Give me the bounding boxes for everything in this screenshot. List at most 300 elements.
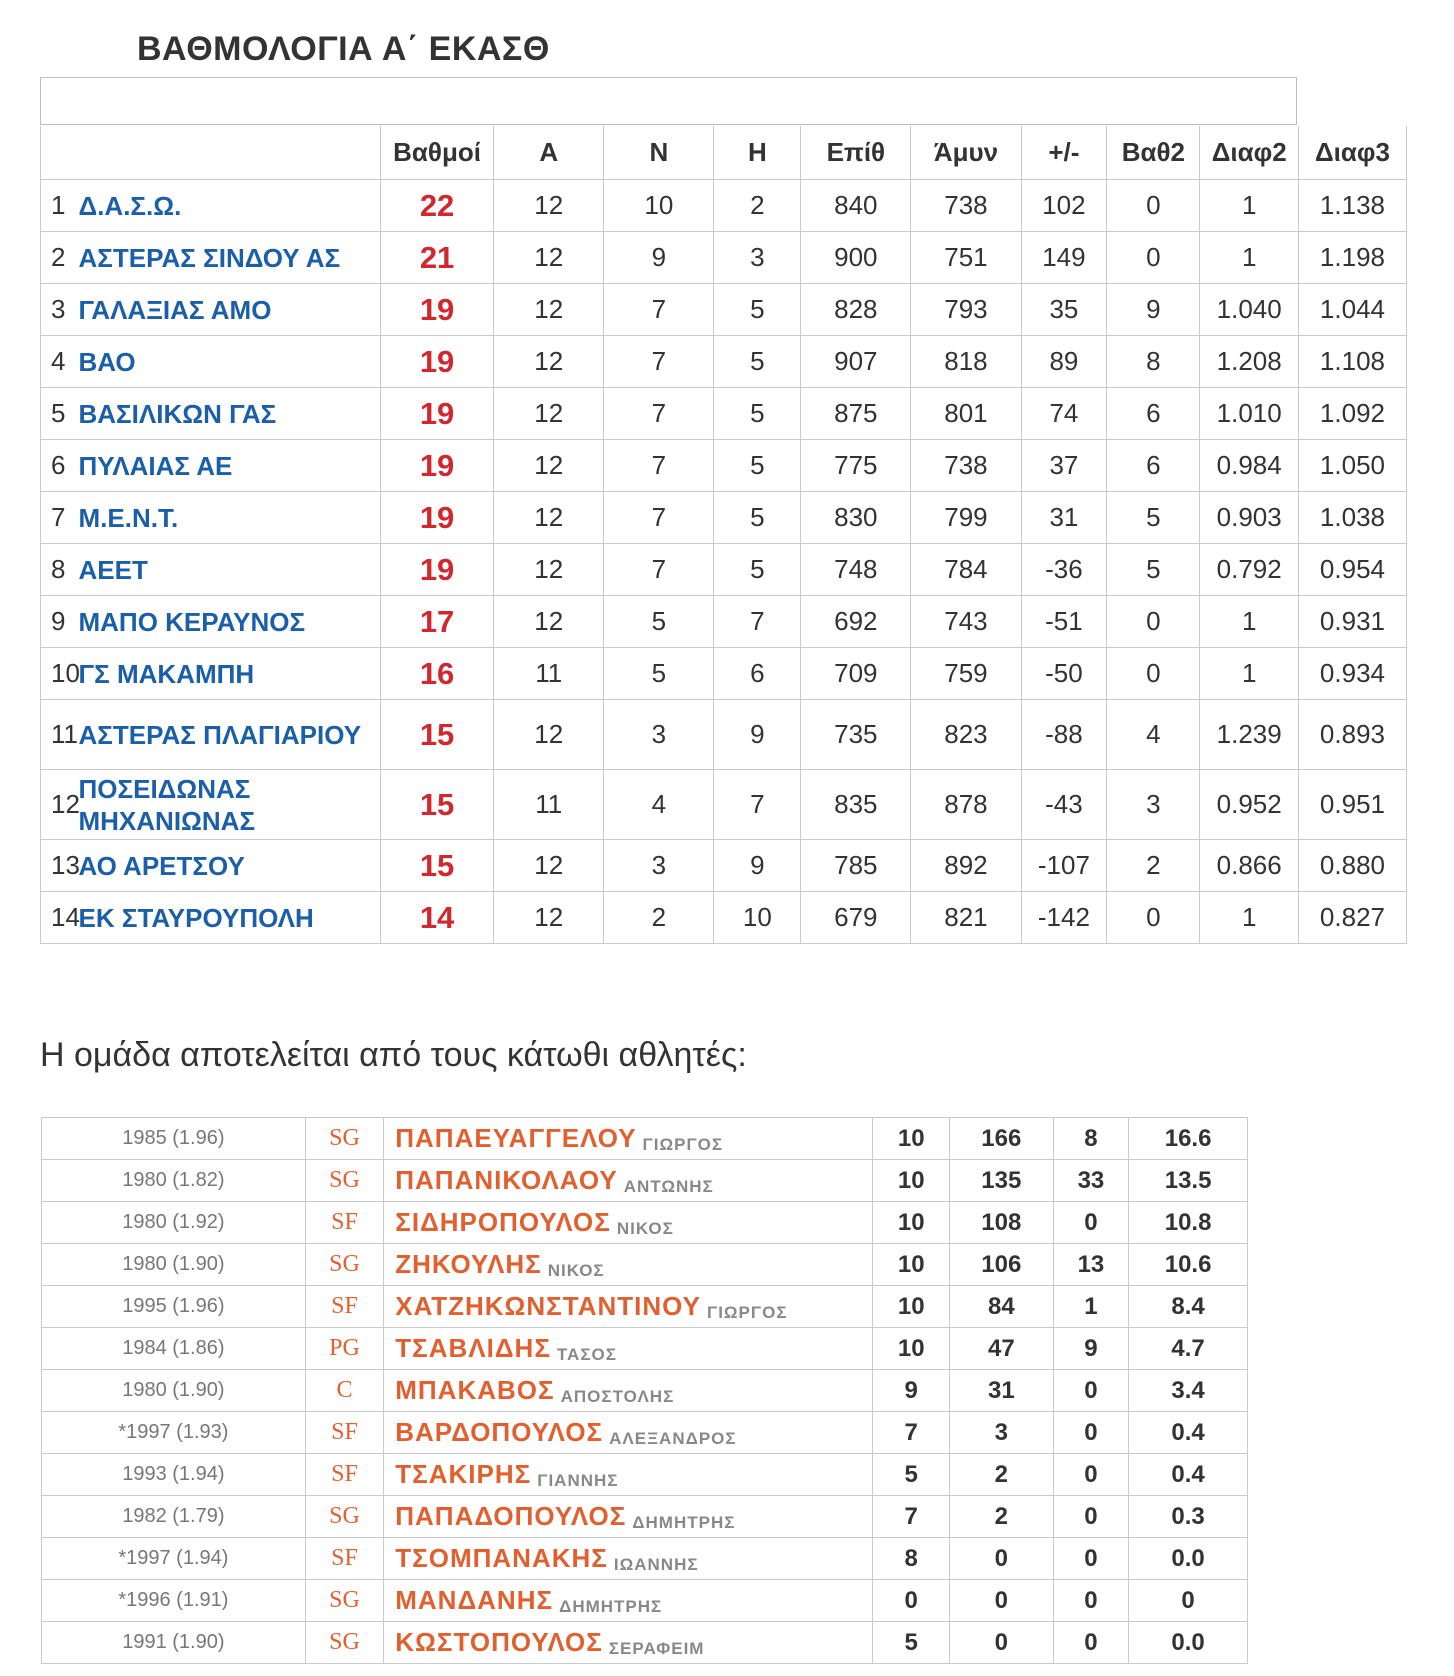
- vath2-cell: 9: [1107, 284, 1200, 336]
- player-first-name: ΑΠΟΣΤΟΛΗΣ: [560, 1387, 675, 1406]
- team-link[interactable]: ΜΑΠΟ ΚΕΡΑΥΝΟΣ: [77, 596, 381, 648]
- played-cell: 12: [494, 596, 604, 648]
- diff-cell: -51: [1021, 596, 1107, 648]
- standings-row: [41, 700, 1407, 770]
- stat-col-3: 8: [1053, 1118, 1129, 1160]
- player-name[interactable]: [384, 1496, 873, 1538]
- points-cell: 16: [380, 648, 493, 700]
- diaf3-cell: 1.044: [1298, 284, 1406, 336]
- vath2-cell: 4: [1107, 700, 1200, 770]
- wins-cell: 7: [604, 544, 714, 596]
- diaf2-cell: 1: [1200, 232, 1298, 284]
- conceded-cell: 738: [911, 440, 1021, 492]
- diaf2-cell: 0.866: [1200, 840, 1298, 892]
- team-link[interactable]: ΕΚ ΣΤΑΥΡΟΥΠΟΛΗ: [77, 892, 381, 944]
- points-cell: 14: [380, 892, 493, 944]
- player-row: [42, 1496, 1248, 1538]
- player-position: SG: [305, 1580, 384, 1622]
- losses-cell: 5: [714, 492, 801, 544]
- diaf2-cell: 1.239: [1200, 700, 1298, 770]
- rank-cell: 5: [41, 388, 77, 440]
- rank-cell: 12: [41, 770, 77, 840]
- player-position: SF: [305, 1538, 384, 1580]
- header-vath2: Βαθ2: [1107, 126, 1200, 180]
- standings-row: [41, 770, 1407, 840]
- played-cell: 12: [494, 840, 604, 892]
- player-last-name[interactable]: ΧΑΤΖΗΚΩΝΣΤΑΝΤΙΝΟΥ: [395, 1291, 701, 1321]
- diaf2-cell: 0.984: [1200, 440, 1298, 492]
- stat-col-4: 0.0: [1129, 1622, 1248, 1664]
- player-position: SG: [305, 1118, 384, 1160]
- player-last-name[interactable]: ΣΙΔΗΡΟΠΟΥΛΟΣ: [395, 1207, 611, 1237]
- stat-col-4: 10.6: [1129, 1244, 1248, 1286]
- birth-year-height: 1993 (1.94): [42, 1454, 306, 1496]
- stat-col-2: 47: [949, 1328, 1053, 1370]
- scored-cell: 828: [801, 284, 911, 336]
- wins-cell: 7: [604, 336, 714, 388]
- player-position: SG: [305, 1160, 384, 1202]
- team-link[interactable]: ΒΑΟ: [77, 336, 381, 388]
- stat-col-2: 166: [949, 1118, 1053, 1160]
- player-row: [42, 1412, 1248, 1454]
- diaf3-cell: 0.827: [1298, 892, 1406, 944]
- team-link[interactable]: ΓΑΛΑΞΙΑΣ ΑΜΟ: [77, 284, 381, 336]
- stat-col-3: 0: [1053, 1412, 1129, 1454]
- team-link[interactable]: Δ.Α.Σ.Ω.: [77, 180, 381, 232]
- conceded-cell: 759: [911, 648, 1021, 700]
- played-cell: 11: [494, 648, 604, 700]
- player-last-name[interactable]: ΚΩΣΤΟΠΟΥΛΟΣ: [395, 1627, 603, 1657]
- points-cell: 17: [380, 596, 493, 648]
- scored-cell: 679: [801, 892, 911, 944]
- player-last-name[interactable]: ΠΑΠΑΕΥΑΓΓΕΛΟΥ: [395, 1123, 637, 1153]
- birth-year-height: 1995 (1.96): [42, 1286, 306, 1328]
- conceded-cell: 743: [911, 596, 1021, 648]
- stat-col-2: 0: [949, 1580, 1053, 1622]
- rank-cell: 11: [41, 700, 77, 770]
- wins-cell: 3: [604, 700, 714, 770]
- stat-col-2: 31: [949, 1370, 1053, 1412]
- points-cell: 15: [380, 700, 493, 770]
- stat-col-4: 4.7: [1129, 1328, 1248, 1370]
- birth-year-height: 1980 (1.82): [42, 1160, 306, 1202]
- diaf3-cell: 1.108: [1298, 336, 1406, 388]
- stat-col-4: 8.4: [1129, 1286, 1248, 1328]
- losses-cell: 3: [714, 232, 801, 284]
- diff-cell: -88: [1021, 700, 1107, 770]
- stat-col-3: 0: [1053, 1496, 1129, 1538]
- standings-row: [41, 840, 1407, 892]
- birth-year-height: 1980 (1.90): [42, 1244, 306, 1286]
- vath2-cell: 0: [1107, 596, 1200, 648]
- birth-year-height: 1980 (1.92): [42, 1202, 306, 1244]
- vath2-cell: 8: [1107, 336, 1200, 388]
- header-points: Βαθμοί: [380, 126, 493, 180]
- points-cell: 15: [380, 840, 493, 892]
- player-name[interactable]: [384, 1118, 873, 1160]
- player-last-name[interactable]: ΖΗΚΟΥΛΗΣ: [395, 1249, 542, 1279]
- played-cell: 12: [494, 232, 604, 284]
- conceded-cell: 799: [911, 492, 1021, 544]
- stat-col-3: 0: [1053, 1370, 1129, 1412]
- stat-col-1: 0: [873, 1580, 950, 1622]
- stat-col-4: 10.8: [1129, 1202, 1248, 1244]
- losses-cell: 5: [714, 388, 801, 440]
- stat-col-4: 0.4: [1129, 1454, 1248, 1496]
- birth-year-height: *1997 (1.94): [42, 1538, 306, 1580]
- diaf2-cell: 1: [1200, 892, 1298, 944]
- points-cell: 21: [380, 232, 493, 284]
- diaf2-cell: 1.040: [1200, 284, 1298, 336]
- standings-header-row: [41, 126, 1407, 180]
- player-first-name: ΓΙΩΡΓΟΣ: [642, 1135, 724, 1154]
- wins-cell: 2: [604, 892, 714, 944]
- diaf3-cell: 1.050: [1298, 440, 1406, 492]
- vath2-cell: 0: [1107, 648, 1200, 700]
- player-row: [42, 1244, 1248, 1286]
- rank-cell: 3: [41, 284, 77, 336]
- stat-col-2: 84: [949, 1286, 1053, 1328]
- player-row: [42, 1286, 1248, 1328]
- losses-cell: 5: [714, 336, 801, 388]
- standings-row: [41, 440, 1407, 492]
- scored-cell: 748: [801, 544, 911, 596]
- player-name[interactable]: [384, 1412, 873, 1454]
- diff-cell: 37: [1021, 440, 1107, 492]
- stat-col-3: 0: [1053, 1454, 1129, 1496]
- standings-row: [41, 492, 1407, 544]
- conceded-cell: 823: [911, 700, 1021, 770]
- diaf2-cell: 1: [1200, 648, 1298, 700]
- stat-col-1: 10: [873, 1328, 950, 1370]
- player-row: [42, 1454, 1248, 1496]
- stat-col-2: 2: [949, 1454, 1053, 1496]
- stat-col-1: 10: [873, 1118, 950, 1160]
- header-diaf2: Διαφ2: [1200, 126, 1298, 180]
- birth-year-height: 1991 (1.90): [42, 1622, 306, 1664]
- stat-col-2: 106: [949, 1244, 1053, 1286]
- vath2-cell: 6: [1107, 440, 1200, 492]
- player-first-name: ΑΛΕΞΑΝΔΡΟΣ: [609, 1429, 737, 1448]
- standings-row: [41, 284, 1407, 336]
- roster-intro: Η ομάδα αποτελείται από τους κάτωθι αθλητές:: [40, 1036, 747, 1074]
- player-name[interactable]: [384, 1328, 873, 1370]
- diaf2-cell: 1.010: [1200, 388, 1298, 440]
- losses-cell: 9: [714, 840, 801, 892]
- points-cell: 19: [380, 492, 493, 544]
- rank-cell: 2: [41, 232, 77, 284]
- stat-col-3: 1: [1053, 1286, 1129, 1328]
- header-team: [77, 126, 381, 180]
- stat-col-3: 33: [1053, 1160, 1129, 1202]
- player-row: [42, 1118, 1248, 1160]
- diaf3-cell: 1.138: [1298, 180, 1406, 232]
- player-last-name[interactable]: ΠΑΠΑΔΟΠΟΥΛΟΣ: [395, 1501, 627, 1531]
- losses-cell: 2: [714, 180, 801, 232]
- player-position: C: [305, 1370, 384, 1412]
- birth-year-height: 1982 (1.79): [42, 1496, 306, 1538]
- diaf3-cell: 1.038: [1298, 492, 1406, 544]
- wins-cell: 9: [604, 232, 714, 284]
- diaf3-cell: 1.092: [1298, 388, 1406, 440]
- rank-cell: 8: [41, 544, 77, 596]
- player-row: [42, 1370, 1248, 1412]
- conceded-cell: 793: [911, 284, 1021, 336]
- losses-cell: 10: [714, 892, 801, 944]
- header-scored: Επίθ: [801, 126, 911, 180]
- player-first-name: ΙΩΑΝΝΗΣ: [613, 1555, 699, 1574]
- team-link[interactable]: ΠΥΛΑΙΑΣ ΑΕ: [77, 440, 381, 492]
- player-first-name: ΣΕΡΑΦΕΙΜ: [608, 1639, 705, 1658]
- player-position: SF: [305, 1202, 384, 1244]
- rank-cell: 6: [41, 440, 77, 492]
- stat-col-2: 0: [949, 1538, 1053, 1580]
- birth-year-height: *1997 (1.93): [42, 1412, 306, 1454]
- birth-year-height: *1996 (1.91): [42, 1580, 306, 1622]
- player-row: [42, 1538, 1248, 1580]
- played-cell: 12: [494, 284, 604, 336]
- stat-col-2: 2: [949, 1496, 1053, 1538]
- player-name[interactable]: [384, 1538, 873, 1580]
- points-cell: 19: [380, 336, 493, 388]
- conceded-cell: 818: [911, 336, 1021, 388]
- team-link[interactable]: ΒΑΣΙΛΙΚΩΝ ΓΑΣ: [77, 388, 381, 440]
- player-name[interactable]: [384, 1454, 873, 1496]
- played-cell: 12: [494, 180, 604, 232]
- player-last-name[interactable]: ΜΠΑΚΑΒΟΣ: [395, 1375, 555, 1405]
- team-link[interactable]: ΑΣΤΕΡΑΣ ΣΙΝΔΟΥ ΑΣ: [77, 232, 381, 284]
- scored-cell: 835: [801, 770, 911, 840]
- player-first-name: ΝΙΚΟΣ: [616, 1219, 674, 1238]
- birth-year-height: 1980 (1.90): [42, 1370, 306, 1412]
- rank-cell: 13: [41, 840, 77, 892]
- player-first-name: ΔΗΜΗΤΡΗΣ: [559, 1597, 663, 1616]
- stat-col-3: 9: [1053, 1328, 1129, 1370]
- diff-cell: -36: [1021, 544, 1107, 596]
- stat-col-1: 8: [873, 1538, 950, 1580]
- player-name[interactable]: [384, 1160, 873, 1202]
- header-diff: +/-: [1021, 126, 1107, 180]
- diaf2-cell: 1.208: [1200, 336, 1298, 388]
- losses-cell: 5: [714, 440, 801, 492]
- diaf3-cell: 0.951: [1298, 770, 1406, 840]
- standings-row: [41, 648, 1407, 700]
- conceded-cell: 892: [911, 840, 1021, 892]
- points-cell: 15: [380, 770, 493, 840]
- roster-table: [41, 1117, 1248, 1664]
- player-last-name[interactable]: ΤΣΟΜΠΑΝΑΚΗΣ: [395, 1543, 608, 1573]
- player-first-name: ΔΗΜΗΤΡΗΣ: [632, 1513, 736, 1532]
- points-cell: 19: [380, 284, 493, 336]
- scored-cell: 775: [801, 440, 911, 492]
- stat-col-4: 13.5: [1129, 1160, 1248, 1202]
- stat-col-3: 13: [1053, 1244, 1129, 1286]
- played-cell: 12: [494, 440, 604, 492]
- conceded-cell: 801: [911, 388, 1021, 440]
- wins-cell: 5: [604, 596, 714, 648]
- scored-cell: 735: [801, 700, 911, 770]
- player-last-name[interactable]: ΤΣΑΒΛΙΔΗΣ: [395, 1333, 551, 1363]
- header-pos: [41, 126, 77, 180]
- team-link[interactable]: ΑΣΤΕΡΑΣ ΠΛΑΓΙΑΡΙΟΥ: [77, 700, 381, 770]
- team-link[interactable]: ΠΟΣΕΙΔΩΝΑΣ ΜΗΧΑΝΙΩΝΑΣ: [77, 770, 381, 840]
- diff-cell: 149: [1021, 232, 1107, 284]
- birth-year-height: 1984 (1.86): [42, 1328, 306, 1370]
- diff-cell: -107: [1021, 840, 1107, 892]
- wins-cell: 7: [604, 492, 714, 544]
- header-wins: Ν: [604, 126, 714, 180]
- played-cell: 12: [494, 336, 604, 388]
- diff-cell: 102: [1021, 180, 1107, 232]
- scored-cell: 830: [801, 492, 911, 544]
- diff-cell: 74: [1021, 388, 1107, 440]
- player-last-name[interactable]: ΜΑΝΔΑΝΗΣ: [395, 1585, 554, 1615]
- rank-cell: 14: [41, 892, 77, 944]
- team-link[interactable]: ΑΕΕΤ: [77, 544, 381, 596]
- stat-col-1: 10: [873, 1244, 950, 1286]
- standings-row: [41, 596, 1407, 648]
- vath2-cell: 0: [1107, 180, 1200, 232]
- wins-cell: 3: [604, 840, 714, 892]
- team-link[interactable]: Μ.Ε.Ν.Τ.: [77, 492, 381, 544]
- rank-cell: 9: [41, 596, 77, 648]
- points-cell: 22: [380, 180, 493, 232]
- player-position: PG: [305, 1328, 384, 1370]
- player-row: [42, 1328, 1248, 1370]
- stat-col-4: 3.4: [1129, 1370, 1248, 1412]
- header-diaf3: Διαφ3: [1298, 126, 1406, 180]
- stat-col-1: 7: [873, 1496, 950, 1538]
- player-position: SF: [305, 1286, 384, 1328]
- player-last-name[interactable]: ΤΣΑΚΙΡΗΣ: [395, 1459, 532, 1489]
- player-row: [42, 1580, 1248, 1622]
- diaf3-cell: 0.934: [1298, 648, 1406, 700]
- conceded-cell: 751: [911, 232, 1021, 284]
- player-position: SG: [305, 1244, 384, 1286]
- diff-cell: 35: [1021, 284, 1107, 336]
- scored-cell: 900: [801, 232, 911, 284]
- stat-col-1: 10: [873, 1286, 950, 1328]
- stat-col-1: 7: [873, 1412, 950, 1454]
- player-name[interactable]: [384, 1622, 873, 1664]
- diaf3-cell: 0.931: [1298, 596, 1406, 648]
- standings-table: [40, 126, 1407, 944]
- player-last-name[interactable]: ΒΑΡΔΟΠΟΥΛΟΣ: [395, 1417, 604, 1447]
- stat-col-3: 0: [1053, 1202, 1129, 1244]
- rank-cell: 1: [41, 180, 77, 232]
- vath2-cell: 6: [1107, 388, 1200, 440]
- player-row: [42, 1160, 1248, 1202]
- losses-cell: 5: [714, 544, 801, 596]
- stat-col-4: 0.3: [1129, 1496, 1248, 1538]
- vath2-cell: 5: [1107, 492, 1200, 544]
- player-first-name: ΑΝΤΩΝΗΣ: [623, 1177, 714, 1196]
- player-name[interactable]: [384, 1286, 873, 1328]
- standings-caption-row: [40, 77, 1297, 125]
- player-name[interactable]: [384, 1202, 873, 1244]
- stat-col-1: 5: [873, 1454, 950, 1496]
- rank-cell: 10: [41, 648, 77, 700]
- vath2-cell: 5: [1107, 544, 1200, 596]
- played-cell: 12: [494, 544, 604, 596]
- wins-cell: 10: [604, 180, 714, 232]
- team-link[interactable]: ΓΣ ΜΑΚΑΜΠΗ: [77, 648, 381, 700]
- diff-cell: -50: [1021, 648, 1107, 700]
- team-link[interactable]: ΑΟ ΑΡΕΤΣΟΥ: [77, 840, 381, 892]
- losses-cell: 6: [714, 648, 801, 700]
- player-name[interactable]: [384, 1244, 873, 1286]
- scored-cell: 840: [801, 180, 911, 232]
- wins-cell: 4: [604, 770, 714, 840]
- losses-cell: 9: [714, 700, 801, 770]
- diff-cell: -142: [1021, 892, 1107, 944]
- diff-cell: -43: [1021, 770, 1107, 840]
- losses-cell: 7: [714, 770, 801, 840]
- scored-cell: 709: [801, 648, 911, 700]
- vath2-cell: 0: [1107, 892, 1200, 944]
- rank-cell: 4: [41, 336, 77, 388]
- player-name[interactable]: [384, 1580, 873, 1622]
- player-first-name: ΝΙΚΟΣ: [547, 1261, 605, 1280]
- header-conceded: Άμυν: [911, 126, 1021, 180]
- page-title: ΒΑΘΜΟΛΟΓΙΑ Α΄ ΕΚΑΣΘ: [137, 30, 550, 68]
- stat-col-2: 3: [949, 1412, 1053, 1454]
- diff-cell: 31: [1021, 492, 1107, 544]
- stat-col-2: 108: [949, 1202, 1053, 1244]
- points-cell: 19: [380, 440, 493, 492]
- player-last-name[interactable]: ΠΑΠΑΝΙΚΟΛΑΟΥ: [395, 1165, 618, 1195]
- stat-col-1: 10: [873, 1160, 950, 1202]
- stat-col-3: 0: [1053, 1622, 1129, 1664]
- wins-cell: 7: [604, 388, 714, 440]
- rank-cell: 7: [41, 492, 77, 544]
- played-cell: 11: [494, 770, 604, 840]
- diaf3-cell: 1.198: [1298, 232, 1406, 284]
- conceded-cell: 821: [911, 892, 1021, 944]
- diaf2-cell: 1: [1200, 180, 1298, 232]
- stat-col-2: 0: [949, 1622, 1053, 1664]
- standings-row: [41, 232, 1407, 284]
- played-cell: 12: [494, 492, 604, 544]
- diaf3-cell: 0.880: [1298, 840, 1406, 892]
- diaf2-cell: 0.952: [1200, 770, 1298, 840]
- scored-cell: 907: [801, 336, 911, 388]
- points-cell: 19: [380, 544, 493, 596]
- player-row: [42, 1622, 1248, 1664]
- player-first-name: ΓΙΩΡΓΟΣ: [706, 1303, 788, 1322]
- stat-col-4: 0: [1129, 1580, 1248, 1622]
- player-position: SF: [305, 1412, 384, 1454]
- player-position: SG: [305, 1496, 384, 1538]
- standings-row: [41, 336, 1407, 388]
- scored-cell: 875: [801, 388, 911, 440]
- player-name[interactable]: [384, 1370, 873, 1412]
- losses-cell: 7: [714, 596, 801, 648]
- points-cell: 19: [380, 388, 493, 440]
- standings-row: [41, 892, 1407, 944]
- birth-year-height: 1985 (1.96): [42, 1118, 306, 1160]
- player-position: SG: [305, 1622, 384, 1664]
- wins-cell: 5: [604, 648, 714, 700]
- stat-col-3: 0: [1053, 1580, 1129, 1622]
- conceded-cell: 738: [911, 180, 1021, 232]
- losses-cell: 5: [714, 284, 801, 336]
- player-first-name: ΤΑΣΟΣ: [556, 1345, 617, 1364]
- vath2-cell: 0: [1107, 232, 1200, 284]
- stat-col-1: 9: [873, 1370, 950, 1412]
- diaf2-cell: 1: [1200, 596, 1298, 648]
- played-cell: 12: [494, 388, 604, 440]
